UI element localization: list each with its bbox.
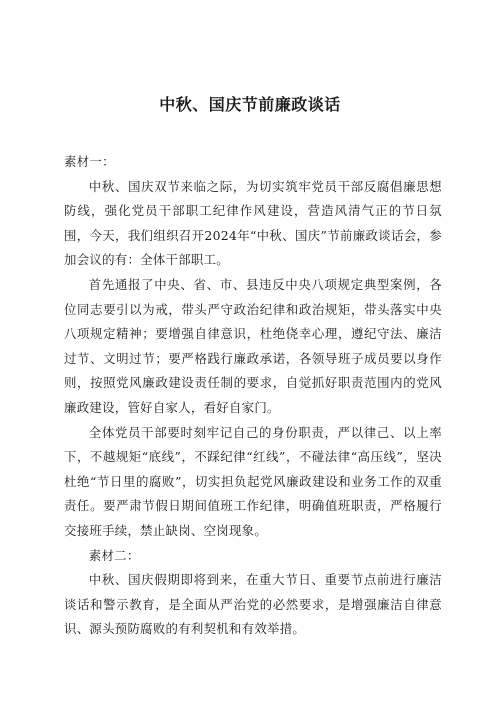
document-body [64,150,442,642]
material-1-label: 素材一： [64,154,115,169]
paragraph: 全体党员干部要时刻牢记自己的身份职责，严以律己、以上率下，不越规矩“底线”，不踩纪律“红线”，不碰法律“高压线”，坚决杜绝“节日里的腐败”，切实担负起党风廉政建设和业务工作的双重责任。要严肃节假日期间值班工作纪律，明确值班职责，严格履行交接班手续，禁止缺岗、空岗现象。 [64,424,442,538]
paragraph: 中秋、国庆双节来临之际，为切实筑牢党员干部反腐倡廉思想防线，强化党员干部职工纪律作风建设，营造风清气正的节日氛围，今天，我们组织召开2024年“中秋、国庆”节前廉政谈话会，参加会议的有：全体干部职工。 [64,178,442,268]
paragraph: 中秋、国庆假期即将到来，在重大节日、重要节点前进行廉洁谈话和警示教育，是全面从严治党的必然要求，是增强廉洁自律意识、源头预防腐败的有利契机和有效举措。 [64,572,442,637]
document-title: 中秋、国庆节前廉政谈话 [159,95,341,114]
paragraph: 首先通报了中央、省、市、县违反中央八项规定典型案例，各位同志要引以为戒，带头严守政治纪律和政治规矩，带头落实中央八项规定精神；要增强自律意识，杜绝侥幸心理，遵纪守法、廉洁过节、文明过节；要严格践行廉政承诺，各领导班子成员要以身作则，按照党风廉政建设责任制的要求，自觉抓好职责范围内的党风廉政建设，管好自家人，看好自家门。 [64,276,442,415]
material-2-label: 素材二： [88,547,140,563]
